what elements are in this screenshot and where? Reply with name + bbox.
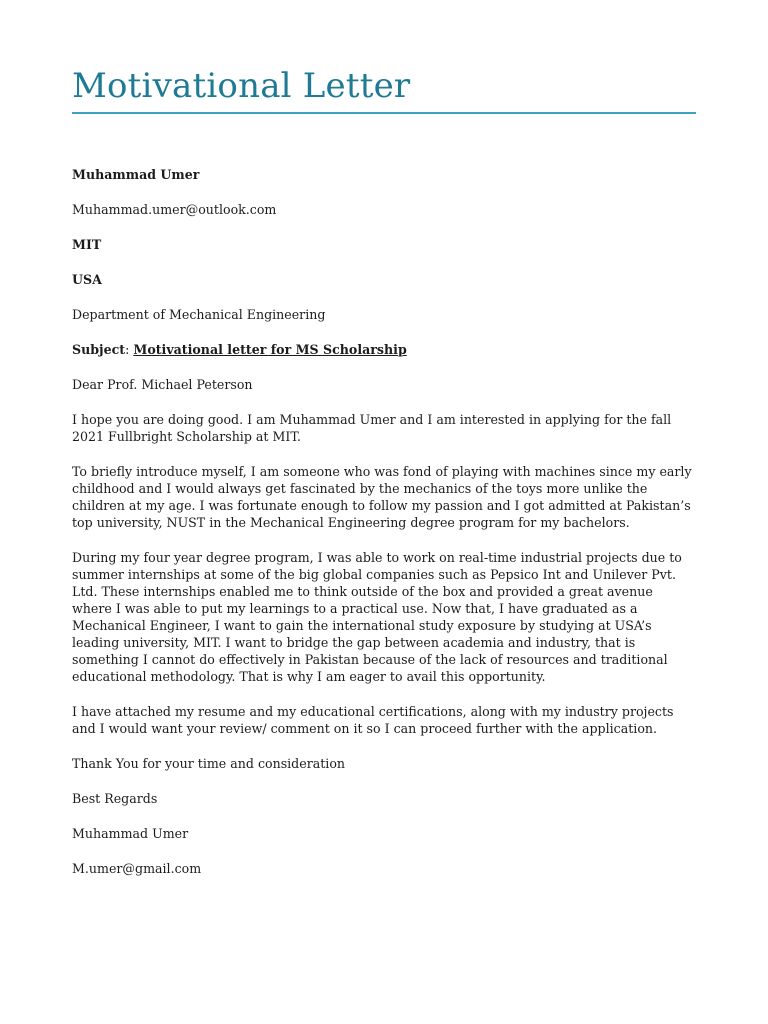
subject-text: Motivational letter for MS Scholarship bbox=[133, 342, 407, 357]
subject-line bbox=[72, 341, 696, 358]
letter-body bbox=[72, 166, 696, 895]
title-underline-rule bbox=[72, 112, 696, 114]
paragraph-experience: During my four year degree program, I was able to work on real-time industrial projects due to summer internships at some of the big global companies such as Pepsico Int and Unilever Pvt. Ltd. These internships enabled me to think outside of the box and provided a great avenue where I was able to put my learnings to a practical use. Now that, I have graduated as a Mechanical Engineer, I want to gain the international study exposure by studying at USA’s leading university, MIT. I want to bridge the gap between academia and industry, that is something I cannot do effectively in Pakistan because of the lack of resources and traditional educational methodology. That is why I am eager to avail this opportunity. bbox=[72, 550, 682, 684]
closing-regards: Best Regards bbox=[72, 791, 158, 806]
paragraph-intro: I hope you are doing good. I am Muhammad Umer and I am interested in applying for the fall 2021 Fullbright Scholarship at MIT. bbox=[72, 412, 672, 444]
document-title: Motivational Letter bbox=[72, 66, 411, 106]
closing-thanks: Thank You for your time and consideration bbox=[72, 756, 346, 771]
recipient-institution: MIT bbox=[72, 237, 102, 252]
recipient-department: Department of Mechanical Engineering bbox=[72, 307, 326, 322]
subject-label: Subject bbox=[72, 342, 126, 357]
closing-name: Muhammad Umer bbox=[72, 826, 189, 841]
sender-email: Muhammad.umer@outlook.com bbox=[72, 202, 277, 217]
salutation: Dear Prof. Michael Peterson bbox=[72, 377, 253, 392]
paragraph-attachments: I have attached my resume and my educational certifications, along with my industry projects and I would want your review/ comment on it so I can proceed further with the application. bbox=[72, 704, 674, 736]
closing-email: M.umer@gmail.com bbox=[72, 861, 202, 876]
recipient-country: USA bbox=[72, 272, 102, 287]
paragraph-background: To briefly introduce myself, I am someone who was fond of playing with machines since my early childhood and I would always get fascinated by the mechanics of the toys more unlike the children at my age. I was fortunate enough to follow my passion and I got admitted at Pakistan’s top university, NUST in the Mechanical Engineering degree program for my bachelors. bbox=[72, 464, 692, 530]
subject-separator: : bbox=[125, 342, 130, 357]
sender-name: Muhammad Umer bbox=[72, 167, 200, 182]
